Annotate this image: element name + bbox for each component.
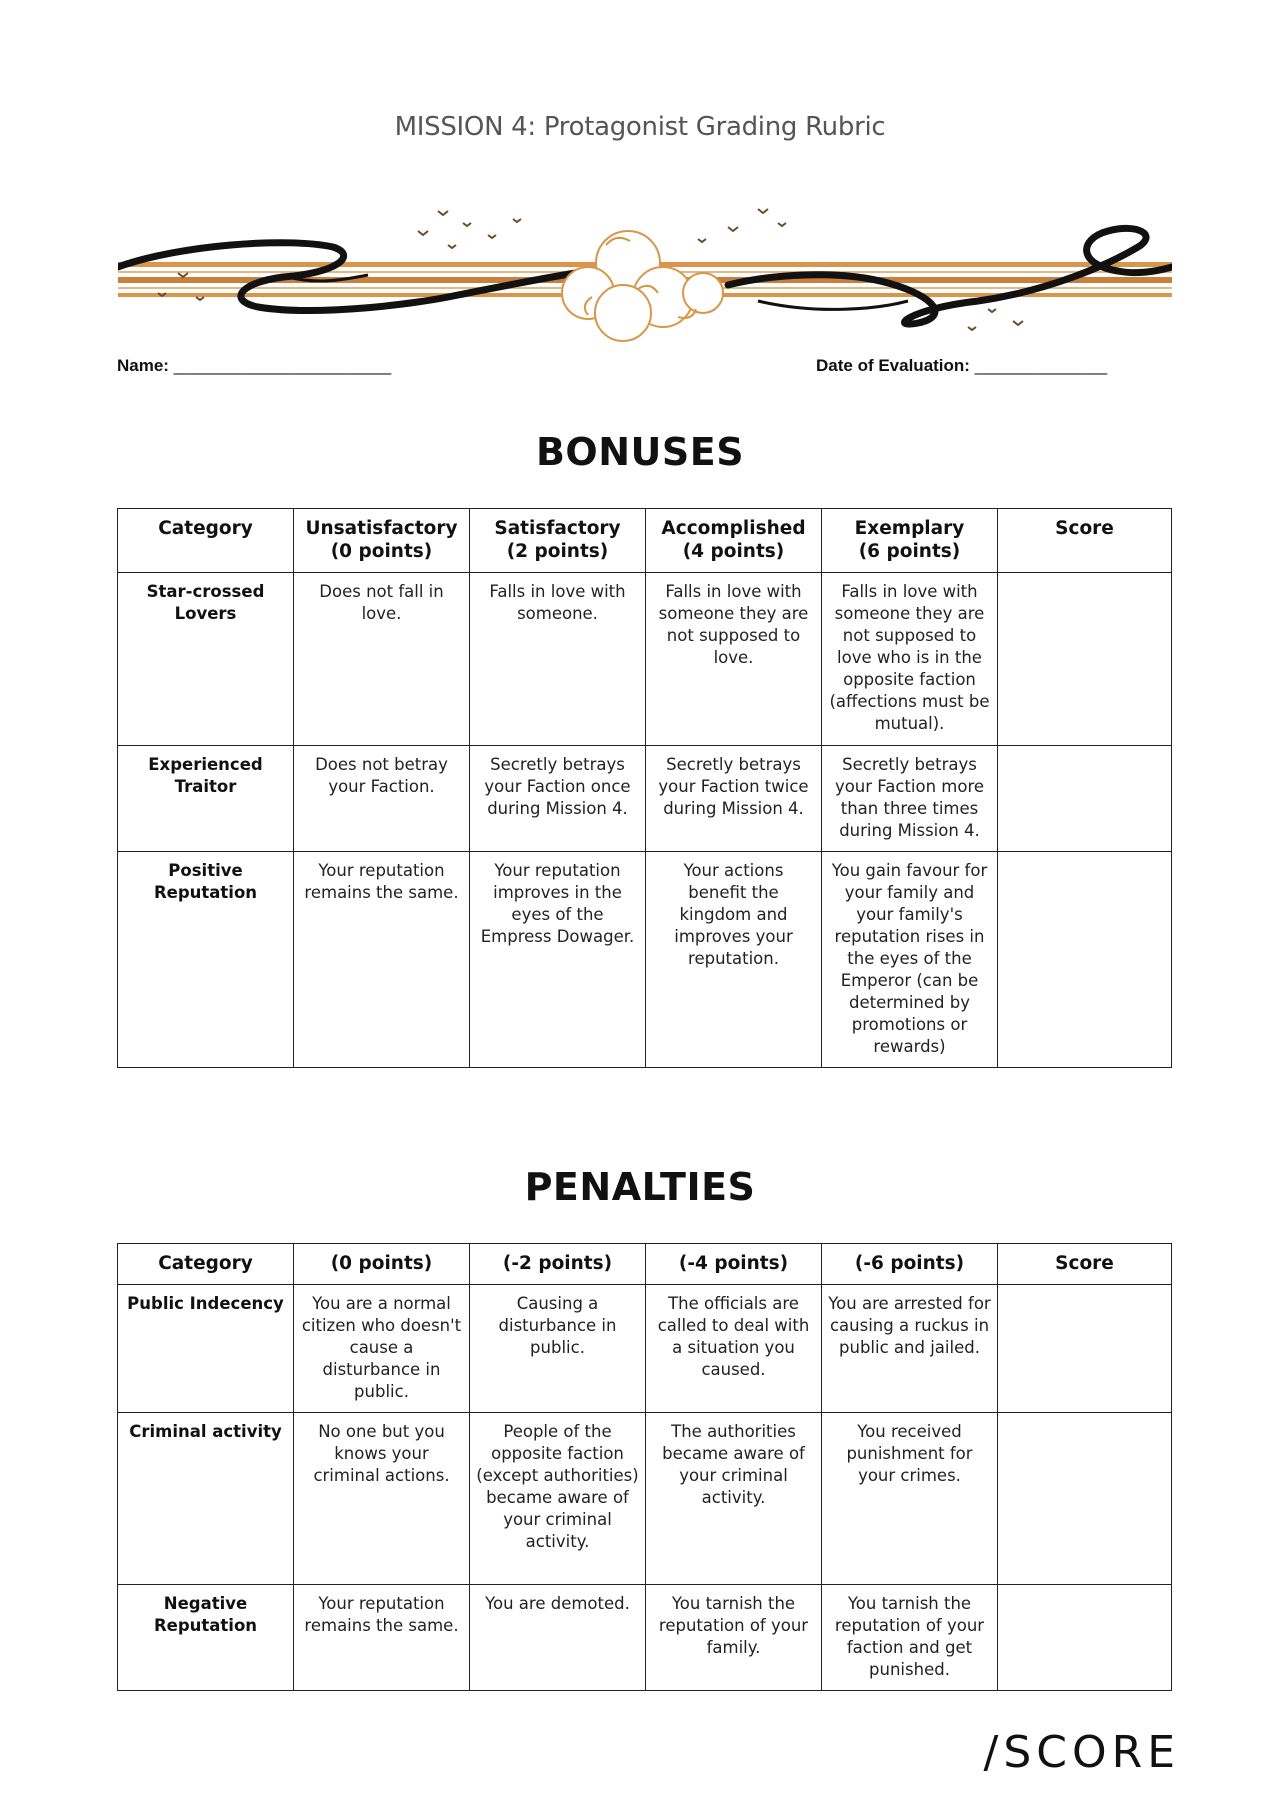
- criteria-cell: The officials are called to deal with a situation you caused.: [646, 1285, 822, 1413]
- table-row: [118, 1413, 1172, 1585]
- criteria-cell: You tarnish the reputation of your faction and get punished.: [822, 1585, 998, 1691]
- header-line: Score: [1055, 518, 1114, 539]
- criteria-cell: Your reputation remains the same.: [294, 1585, 470, 1691]
- header-line: (2 points): [506, 541, 609, 562]
- date-blank[interactable]: ______________: [974, 356, 1108, 375]
- document-title: MISSION 4: Protagonist Grading Rubric: [394, 112, 886, 142]
- ribbon-clouds-birds-ornament-icon: [118, 205, 1172, 355]
- cloud-icon: [562, 231, 723, 341]
- score-cell[interactable]: [998, 1413, 1172, 1585]
- category-cell: Criminal activity: [118, 1413, 294, 1585]
- header-cell: Category: [118, 1244, 294, 1285]
- header-line: (6 points): [858, 541, 961, 562]
- score-cell[interactable]: [998, 1285, 1172, 1413]
- header-cell: [470, 509, 646, 573]
- table-row: [118, 1285, 1172, 1413]
- criteria-cell: You are arrested for causing a ruckus in public and jailed.: [822, 1285, 998, 1413]
- criteria-cell: You gain favour for your family and your family's reputation rises in the eyes of the Emperor (can be determined by promotions or rewards): [822, 852, 998, 1068]
- header-line: Accomplished: [661, 518, 806, 539]
- criteria-cell: You are demoted.: [470, 1585, 646, 1691]
- category-cell: Public Indecency: [118, 1285, 294, 1413]
- criteria-cell: You received punishment for your crimes.: [822, 1413, 998, 1585]
- category-cell: Experienced Traitor: [118, 746, 294, 852]
- criteria-cell: Secretly betrays your Faction twice during Mission 4.: [646, 746, 822, 852]
- criteria-cell: Falls in love with someone.: [470, 573, 646, 746]
- criteria-cell: Falls in love with someone they are not supposed to love.: [646, 573, 822, 746]
- score-logo: /SCORE: [983, 1727, 1180, 1778]
- header-line: Satisfactory: [494, 518, 621, 539]
- criteria-cell: Your actions benefit the kingdom and improves your reputation.: [646, 852, 822, 1068]
- header-line: (4 points): [682, 541, 785, 562]
- criteria-cell: Secretly betrays your Faction once during Mission 4.: [470, 746, 646, 852]
- header-cell: [118, 509, 294, 573]
- criteria-cell: You tarnish the reputation of your family.: [646, 1585, 822, 1691]
- criteria-cell: Does not betray your Faction.: [294, 746, 470, 852]
- table-row: [118, 1585, 1172, 1691]
- score-cell[interactable]: [998, 573, 1172, 746]
- table-row: [118, 746, 1172, 852]
- criteria-cell: Your reputation improves in the eyes of the Empress Dowager.: [470, 852, 646, 1068]
- header-line: Unsatisfactory: [305, 518, 458, 539]
- score-cell[interactable]: [998, 746, 1172, 852]
- penalties-header-row: [118, 1244, 1172, 1285]
- name-blank[interactable]: _______________________: [173, 356, 392, 375]
- table-row: [118, 573, 1172, 746]
- header-line: Exemplary: [854, 518, 965, 539]
- penalties-title: PENALTIES: [524, 1165, 756, 1209]
- criteria-cell: No one but you knows your criminal actions.: [294, 1413, 470, 1585]
- bonuses-header-row: [118, 509, 1172, 573]
- header-cell: [998, 509, 1172, 573]
- category-cell: Star-crossed Lovers: [118, 573, 294, 746]
- criteria-cell: Secretly betrays your Faction more than three times during Mission 4.: [822, 746, 998, 852]
- score-cell[interactable]: [998, 852, 1172, 1068]
- header-cell: (0 points): [294, 1244, 470, 1285]
- header-cell: [822, 509, 998, 573]
- criteria-cell: Your reputation remains the same.: [294, 852, 470, 1068]
- name-field[interactable]: [117, 356, 391, 376]
- criteria-cell: You are a normal citizen who doesn't cause a disturbance in public.: [294, 1285, 470, 1413]
- header-line: Category: [158, 518, 253, 539]
- table-row: [118, 852, 1172, 1068]
- header-cell: (-6 points): [822, 1244, 998, 1285]
- header-line: (0 points): [330, 541, 433, 562]
- header-cell: [646, 509, 822, 573]
- ribbon-right: [728, 228, 1172, 324]
- category-cell: Positive Reputation: [118, 852, 294, 1068]
- name-label: Name:: [117, 356, 169, 375]
- date-label: Date of Evaluation:: [816, 356, 970, 375]
- bonuses-title: BONUSES: [535, 430, 745, 474]
- score-cell[interactable]: [998, 1585, 1172, 1691]
- date-field[interactable]: [816, 356, 1107, 376]
- bonuses-table: [117, 508, 1172, 1068]
- header-cell: (-4 points): [646, 1244, 822, 1285]
- criteria-cell: Does not fall in love.: [294, 573, 470, 746]
- category-cell: Negative Reputation: [118, 1585, 294, 1691]
- criteria-cell: People of the opposite faction (except authorities) became aware of your criminal activity.: [470, 1413, 646, 1585]
- criteria-cell: Causing a disturbance in public.: [470, 1285, 646, 1413]
- criteria-cell: Falls in love with someone they are not supposed to love who is in the opposite faction (affections must be mutual).: [822, 573, 998, 746]
- header-cell: Score: [998, 1244, 1172, 1285]
- header-cell: (-2 points): [470, 1244, 646, 1285]
- penalties-table: [117, 1243, 1172, 1691]
- header-cell: [294, 509, 470, 573]
- criteria-cell: The authorities became aware of your criminal activity.: [646, 1413, 822, 1585]
